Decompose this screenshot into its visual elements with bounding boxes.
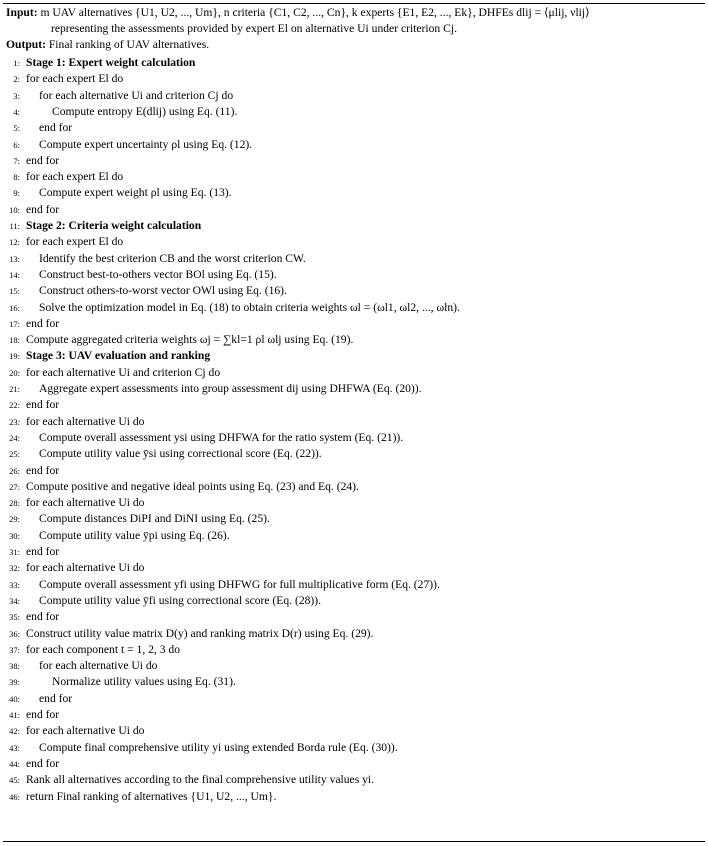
top-rule [3, 3, 705, 4]
line-text: for each expert El do [26, 170, 124, 184]
line-number: 21: [9, 384, 20, 394]
algorithm-line [0, 300, 708, 316]
line-number: 3: [13, 90, 20, 101]
algorithm-line [0, 495, 708, 511]
algorithm-line [0, 120, 708, 136]
line-text: Stage 3: UAV evaluation and ranking [26, 349, 211, 363]
line-text: Compute utility value ȳsi using correctional score (Eq. (22)). [39, 447, 322, 461]
algorithm-line [0, 185, 708, 201]
algorithm-line [0, 251, 708, 267]
line-text: Compute utility value ȳpi using Eq. (26). [39, 528, 230, 542]
output-label: Output: [6, 38, 46, 51]
line-number: 11: [9, 221, 20, 231]
line-number: 35: [9, 612, 20, 623]
algorithm-line [0, 88, 708, 104]
line-text: for each alternative Ui and criterion Cj do [39, 88, 234, 102]
line-text: end for [26, 545, 60, 558]
line-number: 8: [13, 172, 20, 183]
algorithm-line [0, 234, 708, 250]
line-number: 13: [9, 253, 20, 264]
line-number: 16: [9, 302, 20, 313]
line-number: 44: [9, 758, 20, 769]
algorithm-line [0, 756, 708, 772]
line-text: Stage 1: Expert weight calculation [26, 56, 196, 69]
line-text: Compute expert weight ρl using Eq. (13). [39, 186, 232, 200]
input-label: Input: [6, 6, 38, 19]
line-text: Aggregate expert assessments into group assessment dij using DHFWA (Eq. (20)). [39, 382, 422, 395]
algorithm-line [0, 511, 708, 527]
line-text: Solve the optimization model in Eq. (18) to obtain criteria weights ωl = (ωl1, ωl2, ..., ωln). [39, 300, 460, 314]
line-number: 22: [9, 400, 20, 411]
line-text: for each alternative Ui do [26, 561, 145, 575]
algorithm-line [0, 446, 708, 462]
line-text: Compute aggregated criteria weights ωj = ∑kl=1 ρl ωlj using Eq. (19). [26, 333, 354, 347]
line-text: Compute final comprehensive utility yi using extended Borda rule (Eq. (30)). [39, 740, 398, 754]
algorithm-line [0, 463, 708, 479]
line-text: for each alternative Ui do [39, 659, 158, 673]
algorithm-line [0, 365, 708, 381]
line-number: 25: [9, 449, 20, 460]
line-number: 6: [13, 139, 20, 150]
algorithm-line [0, 674, 708, 690]
algorithm-line [0, 772, 708, 788]
bottom-rule [3, 841, 705, 842]
line-number: 41: [9, 710, 20, 720]
algorithm-line [0, 609, 708, 625]
line-text: end for [39, 691, 73, 705]
line-text: Compute positive and negative ideal points using Eq. (23) and Eq. (24). [26, 479, 359, 493]
line-number: 19: [9, 351, 20, 362]
line-number: 23: [9, 416, 20, 427]
line-text: for each alternative Ui do [26, 414, 145, 428]
algorithm-line [0, 316, 708, 332]
algorithm-line [0, 479, 708, 495]
line-text: Construct utility value matrix D(y) and ranking matrix D(r) using Eq. (29). [26, 626, 374, 640]
algorithm-line [0, 642, 708, 658]
algorithm-line [0, 283, 708, 299]
line-text: for each alternative Ui do [26, 724, 145, 738]
line-number: 36: [9, 628, 20, 639]
line-number: 2: [13, 74, 20, 85]
line-text: Compute expert uncertainty ρl using Eq. (12). [39, 137, 253, 151]
algorithm-line [0, 104, 708, 120]
algorithm-line [0, 202, 708, 218]
line-number: 42: [9, 726, 20, 737]
line-number: 37: [9, 644, 20, 655]
line-text: end for [26, 756, 60, 770]
algorithm-line [0, 740, 708, 756]
algorithm-output [6, 37, 702, 53]
algorithm-line [0, 430, 708, 446]
algorithm-line [0, 332, 708, 348]
algorithm-line [0, 544, 708, 560]
algorithm-line [0, 723, 708, 739]
line-text: Construct others-to-worst vector OWl using Eq. (16). [39, 284, 287, 298]
line-text: end for [26, 202, 60, 216]
line-text: end for [26, 398, 60, 412]
line-text: return Final ranking of alternatives {U1, U2, ..., Um}. [26, 789, 277, 803]
line-number: 15: [9, 286, 20, 297]
algorithm-line [0, 55, 708, 71]
line-text: end for [26, 316, 60, 330]
line-number: 32: [9, 563, 20, 574]
line-number: 34: [9, 595, 20, 606]
line-number: 26: [9, 465, 20, 476]
line-text: for each expert El do [26, 235, 124, 249]
algorithm-line [0, 153, 708, 169]
line-number: 46: [9, 791, 20, 802]
line-text: for each alternative Ui do [26, 496, 145, 510]
line-text: for each component t = 1, 2, 3 do [26, 642, 180, 656]
line-number: 45: [9, 775, 20, 786]
line-number: 7: [13, 155, 20, 166]
line-number: 14: [9, 269, 20, 280]
line-text: Compute entropy E(dlij) using Eq. (11). [52, 104, 238, 118]
line-number: 20: [9, 367, 20, 378]
line-text: Compute distances DiPI and DiNI using Eq. (25). [39, 512, 270, 526]
line-text: Compute utility value ȳfi using correctional score (Eq. (28)). [39, 593, 322, 607]
line-text: end for [39, 121, 73, 135]
algorithm-line [0, 560, 708, 576]
algorithm-line [0, 71, 708, 87]
line-text: end for [26, 153, 60, 167]
line-text: Construct best-to-others vector BOl using Eq. (15). [39, 267, 277, 281]
line-text: end for [26, 463, 60, 477]
line-number: 29: [9, 514, 20, 525]
line-text: Identify the best criterion CB and the worst criterion CW. [39, 251, 306, 265]
input-text-line-2: representing the assessments provided by expert El on alternative Ui under criterion Cj. [51, 22, 457, 35]
algorithm-line [0, 577, 708, 593]
line-text: Rank all alternatives according to the final comprehensive utility values yi. [26, 773, 375, 787]
algorithm-line [0, 707, 708, 723]
algorithm-line [0, 267, 708, 283]
algorithm-line [0, 137, 708, 153]
algorithm-line [0, 789, 708, 805]
line-text: end for [26, 610, 60, 624]
algorithm-line [0, 691, 708, 707]
line-text: for each alternative Ui and criterion Cj do [26, 365, 221, 379]
line-number: 43: [9, 742, 20, 753]
line-number: 1: [13, 58, 20, 68]
algorithm-line [0, 169, 708, 185]
line-text: Compute overall assessment yfi using DHFWG for full multiplicative form (Eq. (27)). [39, 577, 440, 591]
line-number: 10: [9, 204, 20, 215]
line-number: 5: [13, 123, 20, 134]
line-number: 18: [9, 335, 20, 346]
algorithm-line [0, 397, 708, 413]
algorithm-line [0, 218, 708, 234]
input-text-line-1: m UAV alternatives {U1, U2, ..., Um}, n criteria {C1, C2, ..., Cn}, k experts {E1, E2, ..., Ek}, DHFEs dlij = ⟨μlij, νlij⟩ [40, 6, 590, 19]
line-number: 4: [13, 106, 20, 117]
line-text: Stage 2: Criteria weight calculation [26, 219, 202, 232]
algorithm-line [0, 626, 708, 642]
line-number: 39: [9, 677, 20, 688]
algorithm-line [0, 348, 708, 364]
line-number: 9: [13, 188, 20, 199]
algorithm-input [6, 5, 702, 37]
line-number: 12: [9, 237, 20, 248]
line-text: Compute overall assessment ysi using DHFWA for the ratio system (Eq. (21)). [39, 430, 404, 444]
line-text: for each expert El do [26, 72, 124, 86]
line-number: 38: [9, 661, 20, 672]
algorithm-line [0, 414, 708, 430]
algorithm-line [0, 658, 708, 674]
line-number: 31: [9, 547, 20, 557]
algorithm-line [0, 381, 708, 397]
algorithm-line [0, 593, 708, 609]
algorithm-line [0, 528, 708, 544]
line-number: 17: [9, 318, 20, 329]
line-number: 40: [9, 693, 20, 704]
line-number: 28: [9, 498, 20, 509]
output-text: Final ranking of UAV alternatives. [48, 38, 210, 51]
line-number: 27: [9, 481, 20, 492]
line-number: 30: [9, 530, 20, 541]
line-number: 24: [9, 432, 20, 443]
line-text: Normalize utility values using Eq. (31). [52, 675, 236, 689]
line-number: 33: [9, 579, 20, 590]
line-text: end for [26, 708, 60, 721]
